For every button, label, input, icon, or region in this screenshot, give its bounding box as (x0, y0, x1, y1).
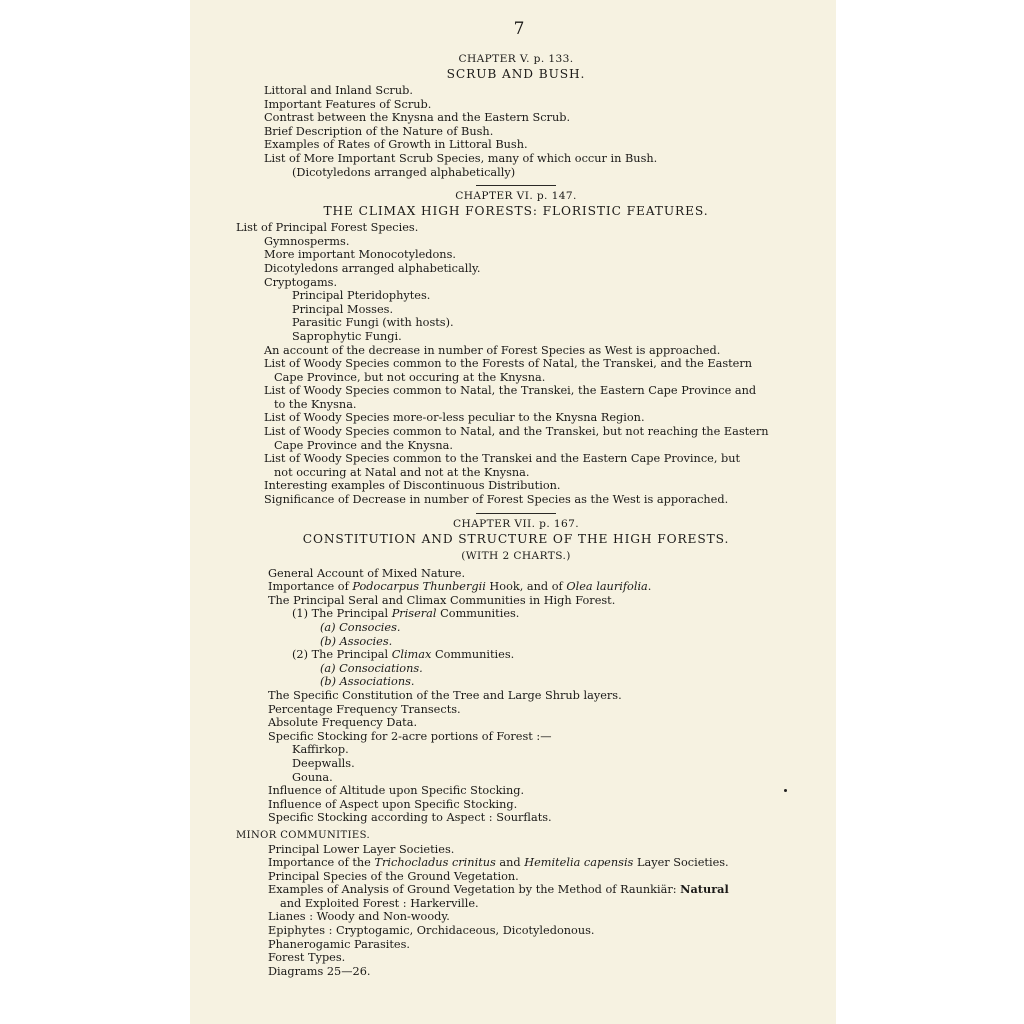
toc-entry: Parasitic Fungi (with hosts). (292, 316, 454, 330)
toc-entry: Influence of Aspect upon Specific Stocking. (268, 797, 518, 811)
chapter-heading: CHAPTER VI. p. 147. (455, 190, 577, 203)
toc-entry: Deepwalls. (292, 756, 355, 770)
toc-entry-continued: to the Knysna. (274, 397, 357, 411)
toc-entry: List of Woody Species common to the Forests of Natal, the Transkei, and the Eastern (264, 357, 753, 371)
toc-entry: List of Woody Species common to Natal, and the Transkei, but not reaching the Eastern (264, 425, 769, 439)
section-heading: MINOR COMMUNITIES. (236, 829, 371, 841)
toc-entry: Principal Pteridophytes. (292, 289, 431, 303)
page-number: 7 (513, 19, 525, 39)
toc-entry (236, 607, 796, 621)
species-name: Trichocladus crinitus (374, 856, 496, 870)
chapter-heading: CHAPTER VII. p. 167. (452, 517, 580, 530)
toc-entry: Principal Mosses. (292, 302, 394, 316)
toc-entry-continued: Cape Province and the Knysna. (274, 438, 453, 452)
entry-text: Communities. (440, 607, 520, 621)
toc-entry: Forest Types. (268, 951, 346, 965)
toc-entry: List of Principal Forest Species. (236, 221, 419, 235)
toc-entry: Influence of Altitude upon Specific Stocking. (268, 784, 525, 798)
toc-entry: List of More Important Scrub Species, many of which occur in Bush. (264, 151, 658, 165)
entry-text: Importance of (268, 580, 349, 594)
toc-entry: The Specific Constitution of the Tree and Large Shrub layers. (268, 688, 622, 702)
toc-entry: An account of the decrease in number of Forest Species as West is approached. (264, 343, 721, 357)
toc-entry: Saprophytic Fungi. (292, 329, 402, 343)
chapter-subtitle: (WITH 2 CHARTS.) (461, 549, 571, 562)
entry-emphasis: Priseral (391, 607, 437, 621)
entry-emphasis: Climax (391, 648, 432, 662)
toc-entry: Cryptogams. (264, 275, 338, 289)
toc-entry: Specific Stocking according to Aspect : Sourflats. (268, 811, 552, 825)
toc-entry: Dicotyledons arranged alphabetically. (264, 261, 481, 275)
toc-entry: Phanerogamic Parasites. (268, 937, 410, 951)
toc-entry: Lianes : Woody and Non-woody. (268, 910, 450, 924)
entry-text: . (647, 580, 652, 594)
toc-entry: Important Features of Scrub. (264, 97, 432, 111)
chapter-title: THE CLIMAX HIGH FORESTS: FLORISTIC FEATURES. (323, 204, 709, 219)
entry-emphasis: Associations. (339, 675, 415, 689)
toc-entry: List of Woody Species more-or-less peculiar to the Knysna Region. (264, 411, 645, 425)
toc-entry: More important Monocotyledons. (264, 248, 456, 262)
entry-text: (1) The Principal (292, 607, 389, 621)
toc-entry (236, 635, 796, 649)
section-divider (476, 185, 556, 186)
toc-entry: General Account of Mixed Nature. (268, 566, 466, 580)
toc-entry: Examples of Rates of Growth in Littoral Bush. (264, 138, 528, 152)
toc-entry: Percentage Frequency Transects. (268, 702, 461, 716)
entry-text: Hook, and of (489, 580, 563, 594)
entry-emphasis: Associes. (339, 634, 393, 648)
toc-entry (236, 662, 796, 676)
species-name: Podocarpus Thunbergii (352, 580, 486, 594)
toc-entry: Gouna. (292, 770, 333, 784)
entry-marker: (a) (320, 621, 336, 634)
toc-entry (236, 621, 796, 635)
toc-entry (236, 580, 796, 594)
toc-entry: Principal Lower Layer Societies. (268, 842, 455, 856)
toc-entry: List of Woody Species common to Natal, the Transkei, the Eastern Cape Province and (264, 384, 757, 398)
minor-communities (236, 829, 796, 979)
toc-entry: Interesting examples of Discontinuous Distribution. (264, 479, 561, 493)
toc-entry (236, 648, 796, 662)
entry-text: Communities. (434, 648, 515, 662)
chapter-vi (236, 189, 796, 506)
toc-entry: Gymnosperms. (264, 234, 350, 248)
toc-entry: Brief Description of the Nature of Bush. (264, 124, 494, 138)
entry-marker: (b) (320, 675, 337, 689)
entry-text-bold: Natural (680, 882, 729, 897)
toc-entry: Epiphytes : Cryptogamic, Orchidaceous, Dicotyledonous. (268, 924, 595, 938)
entry-marker: (a) (320, 661, 336, 675)
toc-entry: List of Woody Species common to the Transkei and the Eastern Cape Province, but (264, 452, 741, 466)
toc-entry: Principal Species of the Ground Vegetation. (268, 869, 519, 883)
entry-emphasis: Consociations. (339, 661, 423, 675)
toc-entry: (Dicotyledons arranged alphabetically) (292, 165, 516, 179)
chapter-title: CONSTITUTION AND STRUCTURE OF THE HIGH FORESTS. (302, 531, 730, 546)
entry-text: Importance of the (268, 856, 371, 870)
entry-text: Layer Societies. (636, 856, 729, 870)
toc-entry (236, 883, 796, 897)
toc-entry (236, 675, 796, 689)
entry-marker: (b) (320, 634, 337, 648)
toc-entry: Kaffirkop. (292, 743, 349, 757)
entry-text: (2) The Principal (292, 648, 389, 662)
chapter-heading: CHAPTER V. p. 133. (458, 53, 574, 65)
toc-entry: Absolute Frequency Data. (268, 716, 418, 730)
entry-emphasis: Consocies. (339, 621, 401, 634)
toc-entry: The Principal Seral and Climax Communities in High Forest. (268, 593, 616, 607)
toc-entry: Diagrams 25—26. (268, 964, 371, 978)
toc-entry: Contrast between the Knysna and the Eastern Scrub. (264, 111, 571, 125)
toc-entry-continued: and Exploited Forest : Harkerville. (280, 896, 479, 910)
section-divider (476, 513, 556, 514)
species-name: Hemitelia capensis (524, 856, 634, 870)
chapter-vii (236, 517, 796, 825)
table-of-contents (236, 18, 796, 978)
toc-entry (236, 856, 796, 870)
toc-entry-continued: Cape Province, but not occuring at the Knysna. (274, 370, 546, 384)
species-name: Olea laurifolia (566, 580, 648, 594)
chapter-v (236, 52, 796, 179)
toc-entry-continued: not occuring at Natal and not at the Knysna. (274, 465, 530, 479)
toc-entry: Littoral and Inland Scrub. (264, 84, 413, 97)
entry-text: and (499, 856, 521, 870)
toc-entry: Significance of Decrease in number of Forest Species as the West is apporached. (264, 493, 729, 507)
entry-text: Examples of Analysis of Ground Vegetation by the Method of Raunkiär: (268, 883, 677, 897)
chapter-title: SCRUB AND BUSH. (446, 67, 586, 81)
toc-entry: Specific Stocking for 2-acre portions of Forest :— (268, 729, 552, 743)
